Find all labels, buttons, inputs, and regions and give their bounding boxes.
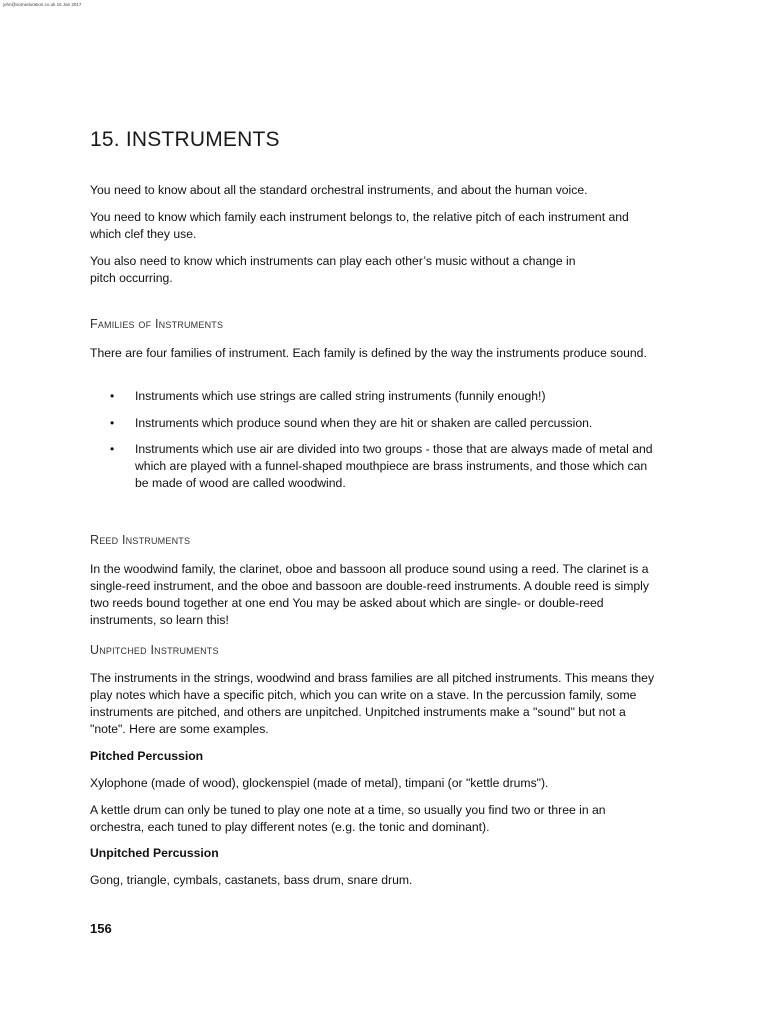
unpitched-percussion-label: Unpitched Percussion <box>90 846 219 860</box>
families-intro: There are four families of instrument. Each family is defined by the way the instruments produce sound. <box>90 346 647 360</box>
pitched-percussion-label: Pitched Percussion <box>90 749 204 763</box>
section-heading-reed: Reed Instruments <box>90 533 191 547</box>
bullet-dot: • <box>110 389 115 403</box>
bullet-dot: • <box>110 416 115 430</box>
kettle-drum-paragraph: A kettle drum can only be tuned to play one note at a time, so usually you find two or three in an orchestra, each tuned to play different notes (e.g. the tonic and dominant). <box>90 803 606 834</box>
unpitched-percussion-examples: Gong, triangle, cymbals, castanets, bass drum, snare drum. <box>90 873 413 887</box>
page-number: 156 <box>90 921 112 936</box>
watermark-text: john@someduration.co.uk 16 Jan 2017 <box>3 2 82 7</box>
intro-paragraph-3: You also need to know which instruments can play each other’s music without a change in pitch occurring. <box>90 254 576 285</box>
chapter-title: 15. INSTRUMENTS <box>90 128 280 151</box>
section-heading-families: Families of Instruments <box>90 317 224 331</box>
intro-paragraph-1: You need to know about all the standard orchestral instruments, and about the human voice. <box>90 183 588 197</box>
bullet-dot: • <box>110 442 115 456</box>
bullet-text: Instruments which use strings are called string instruments (funnily enough!) <box>135 389 546 403</box>
pitched-percussion-examples: Xylophone (made of wood), glockenspiel (made of metal), timpani (or "kettle drums"). <box>90 776 549 790</box>
reed-paragraph: In the woodwind family, the clarinet, oboe and bassoon all produce sound using a reed. The clarinet is a single-reed instrument, and the oboe and bassoon are double-reed instruments. A double reed is simply two reeds bound together at one end You may be asked about which are single- or double-reed instruments, so learn this! <box>90 562 649 627</box>
section-heading-unpitched: Unpitched Instruments <box>90 643 219 657</box>
bullet-text: Instruments which produce sound when they are hit or shaken are called percussion. <box>135 416 593 430</box>
intro-paragraph-2: You need to know which family each instrument belongs to, the relative pitch of each instrument and which clef they use. <box>90 210 629 241</box>
bullet-text: Instruments which use air are divided into two groups - those that are always made of metal and which are played with a funnel-shaped mouthpiece are brass instruments, and those which can be made of wood are called woodwind. <box>135 442 653 490</box>
unpitched-paragraph: The instruments in the strings, woodwind and brass families are all pitched instruments. This means they play notes which have a specific pitch, which you can write on a stave. In the percussion family, some instruments are pitched, and others are unpitched. Unpitched instruments make a "sound" but not a "note". Here are some examples. <box>90 671 655 736</box>
